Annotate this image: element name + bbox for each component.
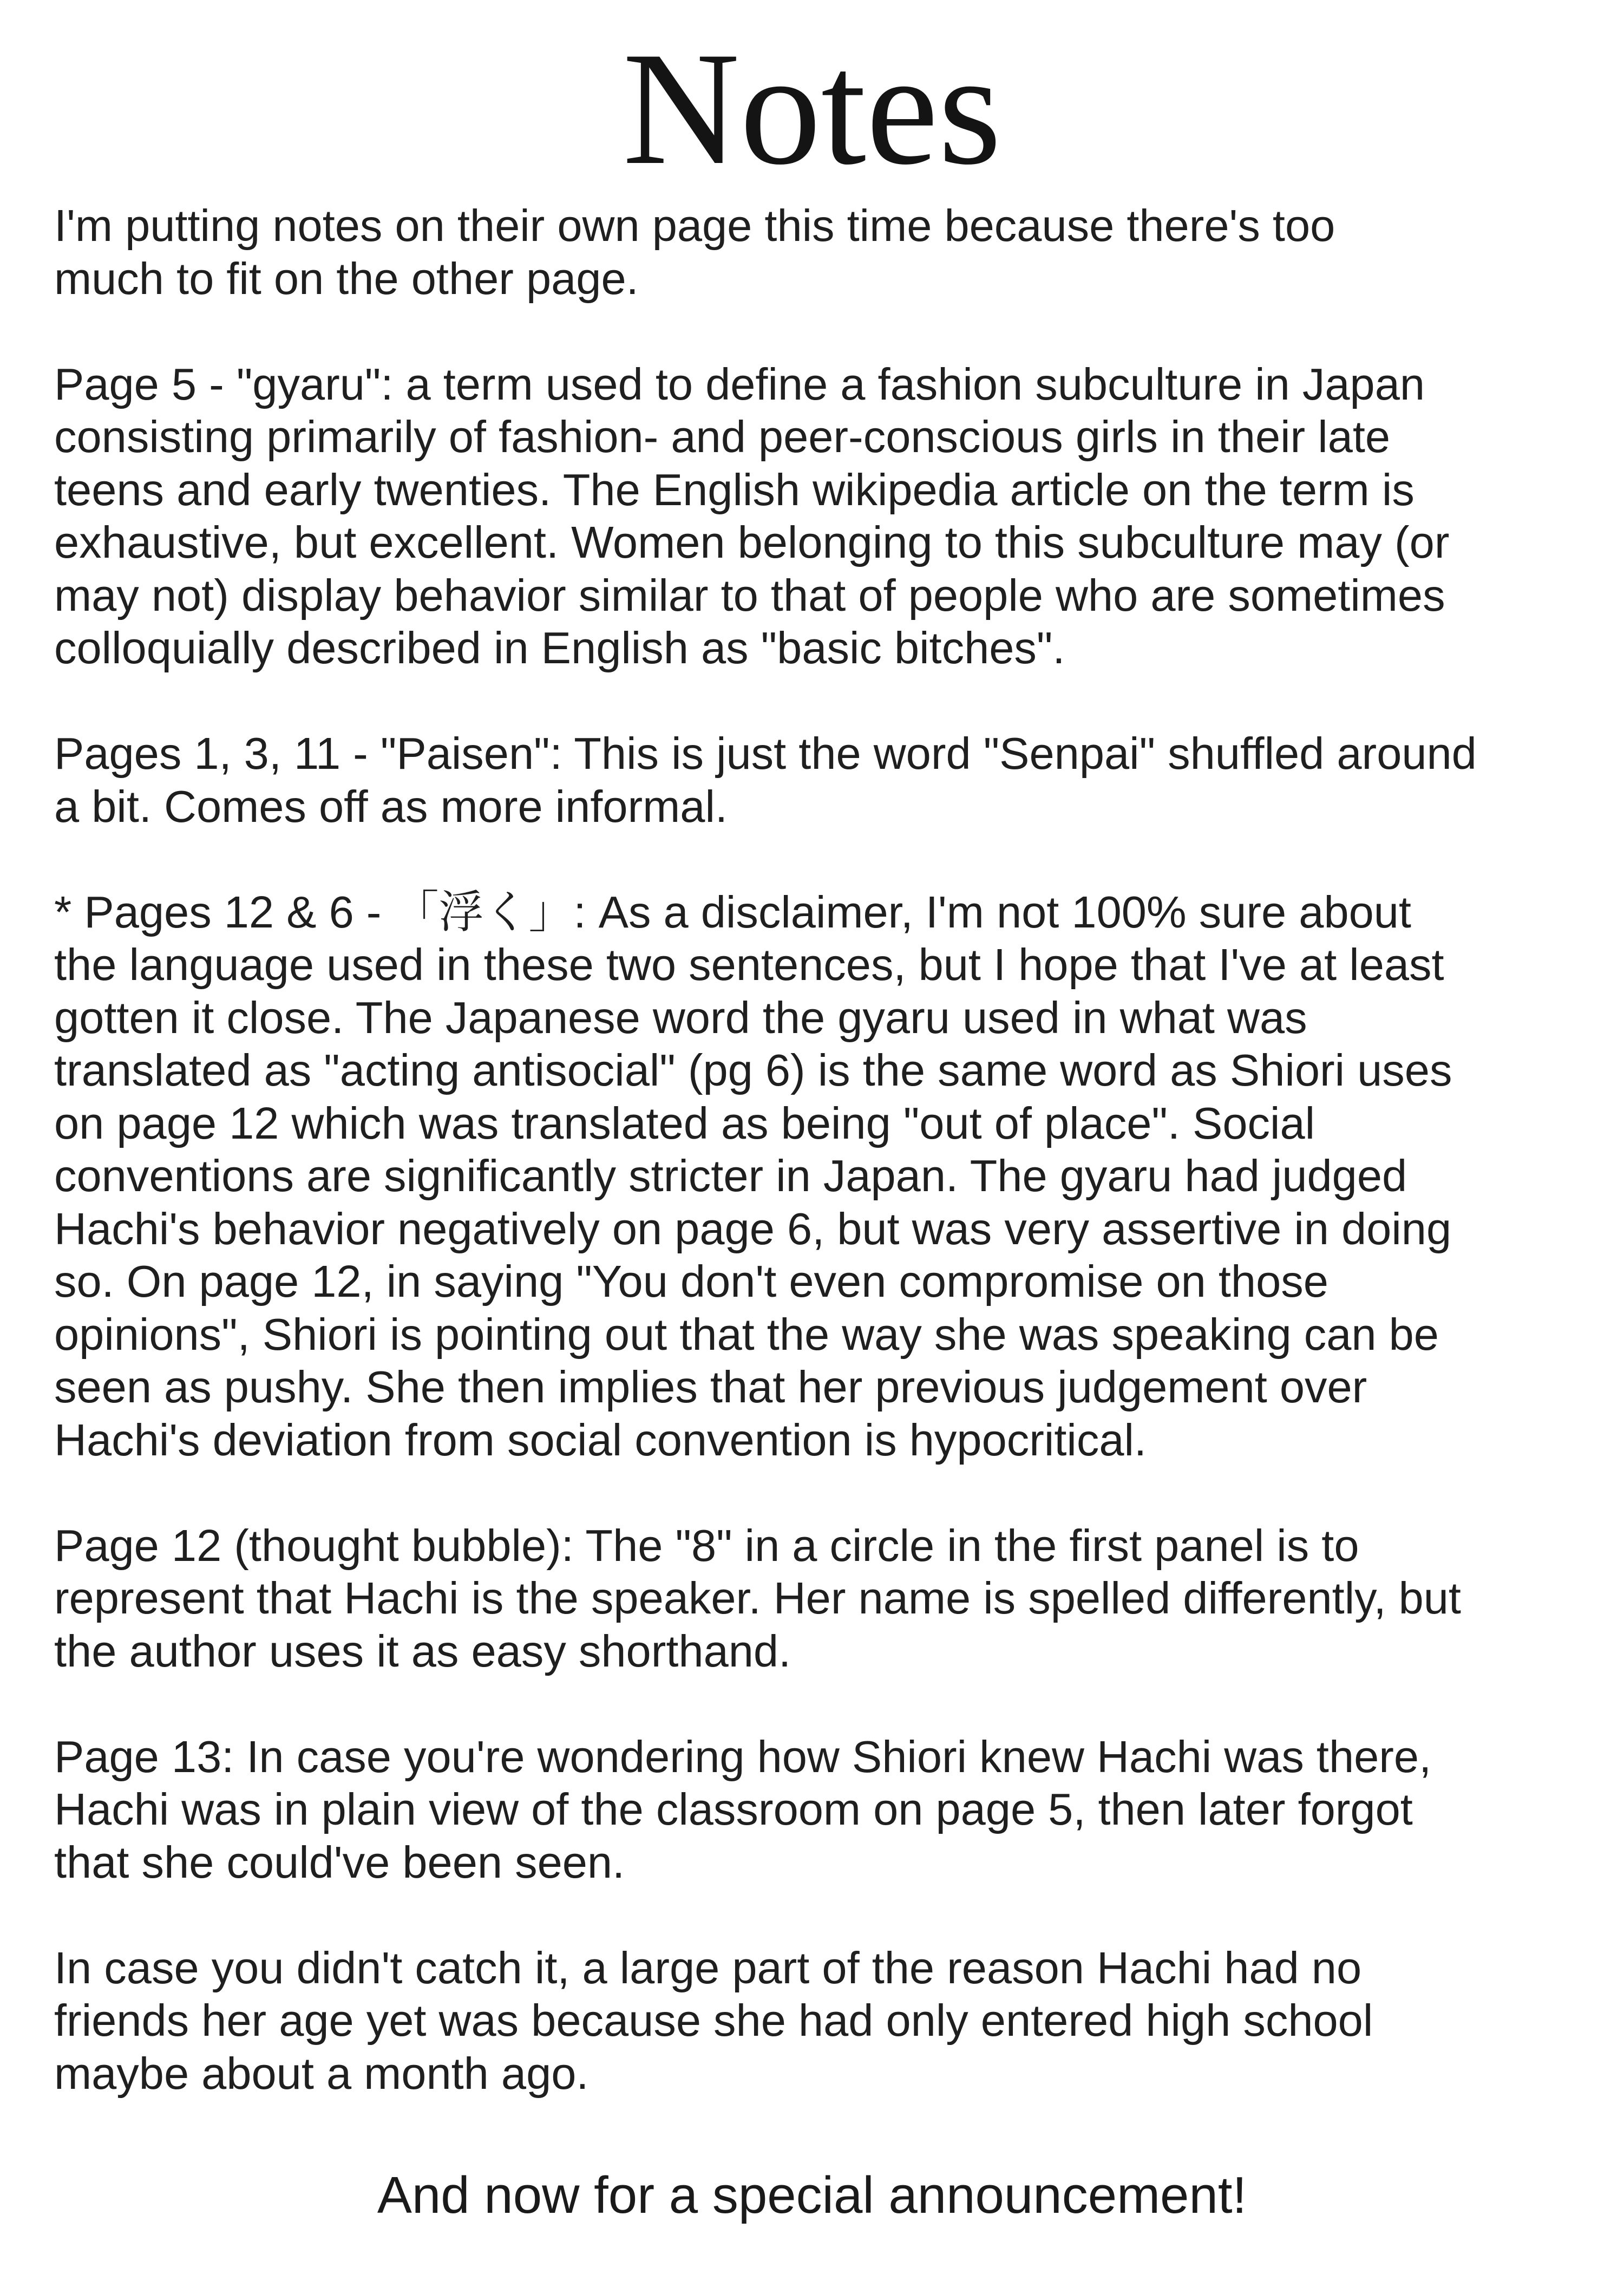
- note-high-school: In case you didn't catch it, a large part of the reason Hachi had no friends her age yet was because she had only entered high school maybe about a month ago.: [54, 1942, 1373, 2099]
- special-announcement: And now for a special announcement!: [377, 2166, 1247, 2224]
- note-uku: * Pages 12 & 6 - 「浮く」: As a disclaimer, I'm not 100% sure about the language used in these two sentences, but I hope that I've at least gotten it close. The Japanese word the gyaru used in what was translated as "acting antisocial" (pg 6) is the same word as Shiori uses on page 12 which was translated as being "out of place". Social conventions are significantly stricter in Japan. The gyaru had judged Hachi's behavior negatively on page 6, but was very assertive in doing so. On page 12, in saying "You don't even compromise on those opinions", Shiori is pointing out that the way she was speaking can be seen as pushy. She then implies that her previous judgement over Hachi's deviation from social convention is hypocritical.: [54, 886, 1452, 1465]
- note-intro: I'm putting notes on their own page this time because there's too much to fit on the other page.: [54, 200, 1335, 304]
- note-paisen: Pages 1, 3, 11 - "Paisen": This is just the word "Senpai" shuffled around a bit. Comes off as more informal.: [54, 728, 1477, 832]
- notes-body: [54, 199, 1597, 2153]
- note-page-13: Page 13: In case you're wondering how Shiori knew Hachi was there, Hachi was in plain view of the classroom on page 5, then later forgot that she could've been seen.: [54, 1731, 1432, 1887]
- page-title: Notes: [623, 18, 1001, 198]
- note-thought-bubble: Page 12 (thought bubble): The "8" in a circle in the first panel is to represent that Hachi is the speaker. Her name is spelled differently, but the author uses it as easy shorthand.: [54, 1520, 1461, 1676]
- note-gyaru: Page 5 - "gyaru": a term used to define a fashion subculture in Japan consisting primarily of fashion- and peer-conscious girls in their late teens and early twenties. The English wikipedia article on the term is exhaustive, but excellent. Women belonging to this subculture may (or may not) display behavior similar to that of people who are sometimes colloquially described in English as "basic bitches".: [54, 358, 1450, 673]
